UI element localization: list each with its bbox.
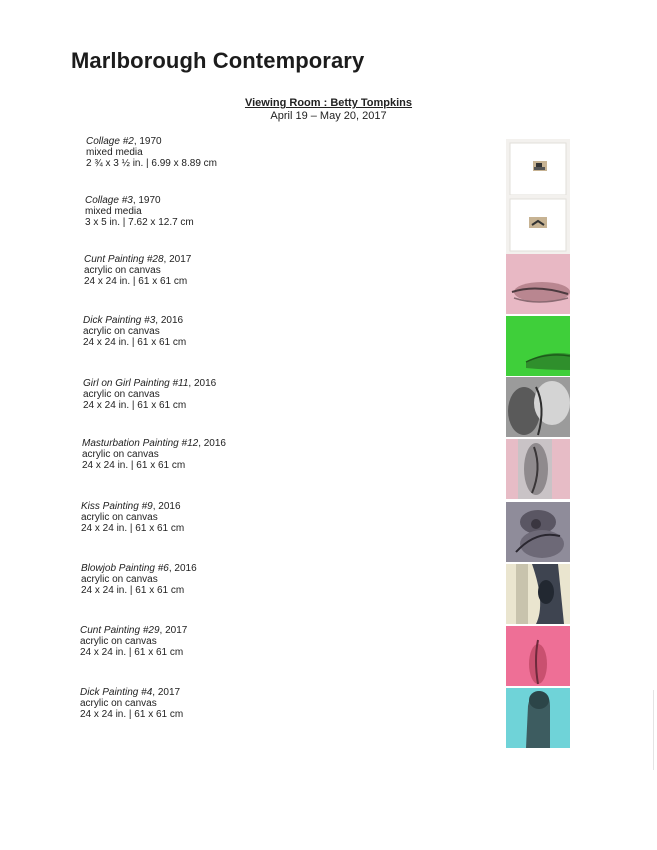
- artwork-medium: acrylic on canvas: [84, 265, 161, 276]
- artwork-medium: acrylic on canvas: [83, 389, 160, 400]
- blowjob-painting-6-thumbnail: [506, 564, 570, 624]
- artwork-medium: acrylic on canvas: [80, 698, 157, 709]
- artwork-title: Cunt Painting #28: [84, 254, 164, 265]
- artwork-year: , 2017: [152, 687, 181, 698]
- artwork-dimensions: 24 x 24 in. | 61 x 61 cm: [83, 400, 187, 411]
- artwork-title-line: [80, 687, 183, 698]
- artwork-entry: [81, 563, 197, 596]
- artwork-medium: mixed media: [85, 206, 142, 217]
- artwork-entry: [83, 315, 186, 348]
- artwork-title-line: [83, 378, 216, 389]
- artwork-entry: [81, 501, 184, 534]
- artwork-dimensions: 3 x 5 in. | 7.62 x 12.7 cm: [85, 217, 194, 228]
- artwork-medium: mixed media: [86, 147, 143, 158]
- artwork-year: , 2017: [163, 254, 192, 265]
- artwork-title: Cunt Painting #29: [80, 625, 160, 636]
- artwork-title-line: [85, 195, 194, 206]
- scan-edge-divider: [653, 690, 654, 770]
- artwork-year: , 2016: [168, 563, 197, 574]
- artwork-title-line: [83, 315, 186, 326]
- artwork-title-line: [81, 563, 197, 574]
- artwork-year: , 2016: [198, 438, 226, 449]
- artwork-title-line: [84, 254, 191, 265]
- artwork-year: , 1970: [132, 195, 161, 206]
- girl-on-girl-painting-11-thumbnail: [506, 377, 570, 437]
- artwork-title: Collage #2: [86, 136, 134, 147]
- artwork-title: Blowjob Painting #6: [81, 563, 169, 574]
- cunt-painting-29-thumbnail: [506, 626, 570, 686]
- viewing-room-header: [0, 97, 657, 123]
- artwork-medium: acrylic on canvas: [83, 326, 160, 337]
- artwork-year: , 2016: [188, 378, 217, 389]
- artwork-year: , 1970: [133, 136, 162, 147]
- artwork-medium: acrylic on canvas: [80, 636, 157, 647]
- cunt-painting-28-thumbnail: [506, 254, 570, 314]
- artwork-dimensions: 24 x 24 in. | 61 x 61 cm: [81, 523, 185, 534]
- artwork-dimensions: 24 x 24 in. | 61 x 61 cm: [84, 276, 188, 287]
- artwork-medium: acrylic on canvas: [81, 574, 158, 585]
- artwork-dimensions: 24 x 24 in. | 61 x 61 cm: [82, 460, 186, 471]
- artwork-entry: [84, 254, 191, 287]
- artwork-title: Dick Painting #4: [80, 687, 153, 698]
- artwork-dimensions: 2 ¾ x 3 ½ in. | 6.99 x 8.89 cm: [86, 158, 218, 169]
- dick-painting-4-thumbnail: [506, 688, 570, 748]
- artwork-dimensions: 24 x 24 in. | 61 x 61 cm: [80, 709, 184, 720]
- viewing-room-dates: April 19 – May 20, 2017: [270, 110, 387, 122]
- artwork-title-line: [86, 136, 217, 147]
- artwork-medium: acrylic on canvas: [81, 512, 158, 523]
- artwork-entry: [85, 195, 194, 228]
- artwork-title: Dick Painting #3: [83, 315, 156, 326]
- viewing-room-title: Viewing Room : Betty Tompkins: [244, 97, 413, 109]
- artwork-entry: [80, 625, 187, 658]
- artwork-entry: [83, 378, 216, 411]
- dick-painting-3-thumbnail: [506, 316, 570, 376]
- artwork-title: Collage #3: [85, 195, 133, 206]
- artwork-entry: [86, 136, 217, 169]
- artwork-title-line: [80, 625, 187, 636]
- artwork-entry: [82, 438, 226, 471]
- artwork-year: , 2016: [152, 501, 181, 512]
- artwork-title: Masturbation Painting #12: [82, 438, 199, 449]
- artwork-dimensions: 24 x 24 in. | 61 x 61 cm: [80, 647, 184, 658]
- artwork-year: , 2016: [155, 315, 184, 326]
- artwork-title: Kiss Painting #9: [81, 501, 153, 512]
- collage-2-thumbnail: [506, 139, 570, 199]
- artwork-entry: [80, 687, 183, 720]
- gallery-title: Marlborough Contemporary: [71, 48, 365, 73]
- collage-3-thumbnail: [506, 195, 570, 255]
- artwork-dimensions: 24 x 24 in. | 61 x 61 cm: [81, 585, 185, 596]
- masturbation-painting-12-thumbnail: [506, 439, 570, 499]
- artwork-title-line: [81, 501, 184, 512]
- artwork-dimensions: 24 x 24 in. | 61 x 61 cm: [83, 337, 187, 348]
- artwork-title: Girl on Girl Painting #11: [83, 378, 189, 389]
- artwork-year: , 2017: [159, 625, 188, 636]
- artwork-medium: acrylic on canvas: [82, 449, 159, 460]
- kiss-painting-9-thumbnail: [506, 502, 570, 562]
- artwork-title-line: [82, 438, 226, 449]
